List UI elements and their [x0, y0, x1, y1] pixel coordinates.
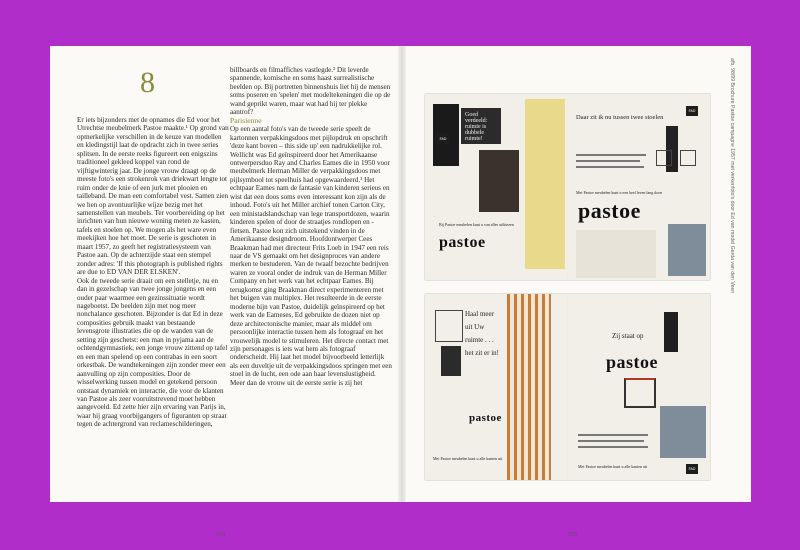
- text-line: [576, 160, 640, 162]
- advertisement-photo-1: [425, 94, 710, 280]
- ad-right-page: [568, 94, 710, 280]
- grey-swatch: [660, 406, 706, 458]
- fad-badge: FAD: [437, 134, 449, 144]
- pastoe-logo: pastoe: [439, 234, 486, 251]
- shelf-drawing: [435, 310, 463, 342]
- pastoe-logo: pastoe: [578, 198, 641, 223]
- fad-badge: FAD: [686, 464, 698, 474]
- book-gutter: [398, 46, 406, 502]
- chair-drawing: [656, 150, 672, 166]
- advertisement-photo-2: [425, 294, 710, 480]
- text-line: [578, 440, 644, 442]
- woman-figure: [664, 312, 678, 352]
- book-spread: [50, 46, 751, 538]
- ad-fine-print: Met Pastoe meubelen kunt u alle kanten uit: [433, 456, 503, 461]
- fad-badge: FAD: [686, 106, 698, 116]
- paragraph: Ook de tweede serie draait om een stelletje, nu en dan in gezelschap van twee jonge jongens en een ouder paar waarmee een gezinssituatie wordt nageboetst. De beelden zijn met nog meer nonchalance geschoten. Bijzonder is dat Ed in deze composities gebruik maakt van bestaande levensgrote illustraties die op de wanden van de setting zijn geschetst: een man in pyjama aan de ochtendgymnastiek, een jonge vrouw zittend op tafel en een man spelend op een contrabas in een soort orkestbak. De wandtekeningen zijn zonder meer een aanvulling op zijn composities. Door de wisselwerking tussen model en getekend persoon ontstaat dynamiek en interactie, die voor de klanten van Pastoe als zeer vooruitstrevend moet hebben aangevoeld. Ed zette hier zijn ervaring van Parijs in, waar hij graag voorbijgangers of figuranten op straat tegen de achtergrond van reclameschilderingen,: [77, 276, 228, 429]
- ad-fine-print: Met Pastoe meubelen kunt u een heel leven lang doen: [576, 190, 663, 195]
- grey-swatch: [668, 224, 706, 276]
- ad-headline: Haal meer uit Uw ruimte . . . het zit er in!: [465, 310, 500, 357]
- text-line: [576, 166, 644, 168]
- text-line: [578, 446, 648, 448]
- pastoe-logo: pastoe: [606, 352, 658, 372]
- paragraph: Er iets bijzonders met de opnames die Ed voor het Utrechtse meubelmerk Pastoe maakte.¹ Op grond van opmerkelijke verschillen in de keuze van modellen en kledingstijl laat de opdracht zich in twee series splitsen. In de eerste reeks figureert een enigszins traditioneel gekleed koppel van rond de vijftigwinterig jaar. De jonge vrouw draagt op de meeste foto's een strokenrok van driekwart lengte tot ruim onder de knie of een jurk met plooien en tailleband. De man een comfortabel vest. Samen zien we hen op avontuurlijke wijze bezig met het samenstellen van meubels. Ter voorbereiding op het inrichten van hun nieuwe woning meten ze kasten, tafels en stoelen op. We mogen als het ware even meekijken hoe het moet. De serie is geschoten in maart 1957, zo geeft het registratiesysteem van Pastoe aan. Op de achterzijde staat een stempel zonder adres: 'If this photograph is published rights are due to ED VAN DER ELSKEN'.: [77, 116, 229, 277]
- cabinet-photo: [479, 150, 519, 212]
- chair-drawing: [680, 150, 696, 166]
- ad-left-page: [425, 294, 567, 480]
- ad-left-page: [425, 94, 567, 280]
- page-number-right: 155: [568, 532, 577, 538]
- ad-headline: Goed verdeeld: ruimte is dubbele ruimte!: [465, 112, 488, 142]
- ad-copy-area: [576, 230, 656, 278]
- chair-drawing: [624, 378, 656, 408]
- ad-headline: Zij staat op: [612, 332, 644, 340]
- section-subhead: Parisienne: [230, 115, 262, 125]
- paragraph: billboards en filmaffiches vastlegde.² Dit leverde spannende, komische en soms haast surrealistische beelden op. Bij portretten binnenshuis liet hij de mensen soms poseren en 'spelen' met modeltekeningen die op de wand geprikt waren, maar wat had hij ter plekke aantrof?: [230, 66, 391, 117]
- ad-fine-print: Bij Pastoe meubelen kunt u van alles uitkiezen: [439, 222, 514, 227]
- striped-panel: [507, 294, 551, 480]
- figure-caption: afb. 98/99 Brochure Pastoe campagne 1957 met verkenfoto's door Ed van model Gerda van den Veen: [729, 58, 735, 294]
- chapter-number: 8: [140, 66, 155, 99]
- text-line: [578, 434, 648, 436]
- left-column-2: [230, 66, 392, 491]
- paragraph: Op een aantal foto's van de tweede serie speelt de kartonnen verpakkingsdoos met pijlopdruk en opschrift 'deze kant boven – this side up' een nadrukkelijke rol. Wellicht was Ed geïnspireerd door het Amerikaanse ontwerpersduo Ray and Charles Eames die in 1950 voor meubelmerk Herman Miller de verpakkingsdoos met pijlsymbool tot speelhuis had opgewaardeerd.³ Het echtpaar Eames nam de fantasie van kinderen serieus en wist dat een doos soms even interessant kon zijn als de inhoud. Foto's uit het Miller archief tonen Carton City, een ministadslandschap van lege transportdozen, waarin kinderen spelen of door de straatjes rondlopen en -fietsen. Pastoe kon zich uitstekend vinden in de Amerikaanse designdroom. Hoofdontwerper Cees Braakman had met directeur Frits Loeb in 1947 een reis naar de VS gemaakt om het designproces van andere merken te bestuderen. Van de twaalf bezochte bedrijven waren ze vooral onder de indruk van de Herman Miller Company en het werk van het echtpaar Eames. Bij terugkomst ging Braakman direct experimenteren met het buigen van multiplex. Het resulteerde in de eerste moderne bijn van Pastoe, duidelijk geïnspireerd op het werk van de Eameses, Ed gebruikte de dozen niet op deze architectonische manier, maar als middel om persoonlijke interactie tussen hem als fotograaf en het vrouwelijk model te stimuleren. Het directe contact met zijn personages is iets wat hem als fotograaf onderscheidt. Hij laat het model bijvoorbeeld letterlijk als een duveltje uit de verpakkingsdoos springen met een stoel in de lucht, een ode aan haar levenslustigheid. Meer dan de vrouw uit de eerste serie is zij het: [230, 125, 392, 387]
- left-column-1: [77, 116, 229, 496]
- ad-fine-print: Met Pastoe meubelen kunt u alle kanten uit: [578, 464, 648, 469]
- page-number-left: 154: [216, 532, 225, 538]
- ad-right-page: [568, 294, 710, 480]
- ad-headline: Daar zit ik nu tussen twee stoelen: [576, 114, 664, 121]
- chair-photo: [441, 346, 461, 376]
- pastoe-logo: pastoe: [469, 412, 502, 424]
- yellow-stripe: [525, 99, 565, 269]
- text-line: [576, 154, 646, 156]
